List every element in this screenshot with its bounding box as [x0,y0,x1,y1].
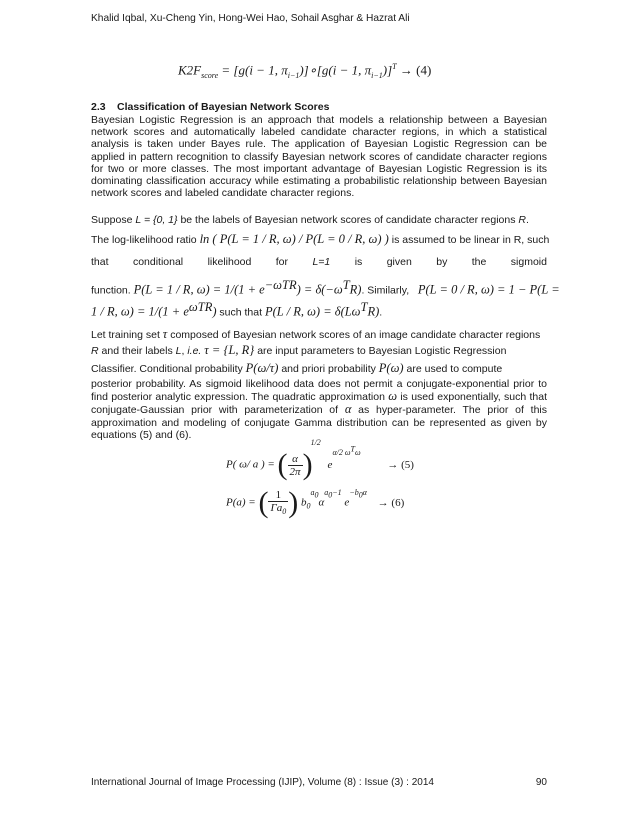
equation-5: P( ω/ a ) = ( $\frac{\alpha}{2\pi}$ )$^{1/2}$ $e^{\alpha/2 \omega^T\omega} \to (5)$ [226,437,414,481]
journal-citation: International Journal of Image Processing (IJIP), Volume (8) : Issue (3) : 2014 [91,777,434,788]
para2-line-1: Suppose L = {0, 1} be the labels of Bayesian network scores of candidate character regions R. [91,214,529,226]
para2-line-4: function. P(L = 1 / R, $\omega) = 1/(1 + e^{-\omega TR}) = \delta(-\omega^TR)$. Similarly, P(L = 0 / R, ω) = 1 − P(L = [91,278,560,297]
running-header: Khalid Iqbal, Xu-Cheng Yin, Hong-Wei Hao, Sohail Asghar & Hazrat Ali [91,13,410,24]
paragraph-1: Bayesian Logistic Regression is an approach that models a relationship between a Bayesian network scores and automatically labeled candidate character regions, in which a statistical analysis is taken under Bayes rule. The application of Bayesian Logistic Regression can be applied in pattern recognition to classify Bayesian network scores of candidate character regions for two or more classes. The most important advantage of Bayesian Logistic Regression is its dominating classification accuracy while estimating a probabilistic relationship between Bayesian network scores and labeled candidate character regions. [91,114,547,200]
section-heading: 2.3 Classification of Bayesian Network Scores [91,101,330,113]
page-footer [91,777,547,788]
para2-line-2: The log-likelihood ratio ln ( P(L = 1 / R, ω) / P(L = 0 / R, ω) ) is assumed to be linear in R, such [91,232,550,246]
para3-line-3: Classifier. Conditional probability P(ω/τ) and priori probability P(ω) are used to compute [91,361,503,375]
para2-line-3: that conditional likelihood for L=1 is given by the sigmoid [91,256,547,268]
para3-line-2: R and their labels L, i.e. τ = {L, R} are input parameters to Bayesian Logistic Regression [91,343,507,357]
equation-4: $K2F_{score} = [g(i - 1$, $\pi_{i-1})]\circ[g(i - 1$, $\pi_{i-1})]^T \to (4)$ [178,62,432,80]
page-number: 90 [535,777,547,788]
para3-rest: posterior probability. As sigmoid likelihood data does not permit a conjugate-exponential prior to find posterior analytic expression. The quadratic approximation ω is used exponentially, such that conjugate-Gaussian prior with parameterization of α as hyper-parameter. The prior of this approximation and modeling of conjugate Gamma distribution can be represented as given by equations (5) and (6). [91,378,547,441]
para3-line-1: Let training set τ composed of Bayesian network scores of an image candidate character regions [91,327,541,341]
para2-line-5: 1 / R, $\omega) = 1/(1 + e^{\omega TR})$ such that P(L / R, $\omega) = \delta(L\omega^TR)$. [91,300,383,319]
equation-6: P(a) = ( $\frac{1}{\Gamma a_0}$ ) $b_0^{a_0}\alpha^{a_0-1}$ $e^{-b_0\alpha} \to (6)$ [226,486,405,519]
